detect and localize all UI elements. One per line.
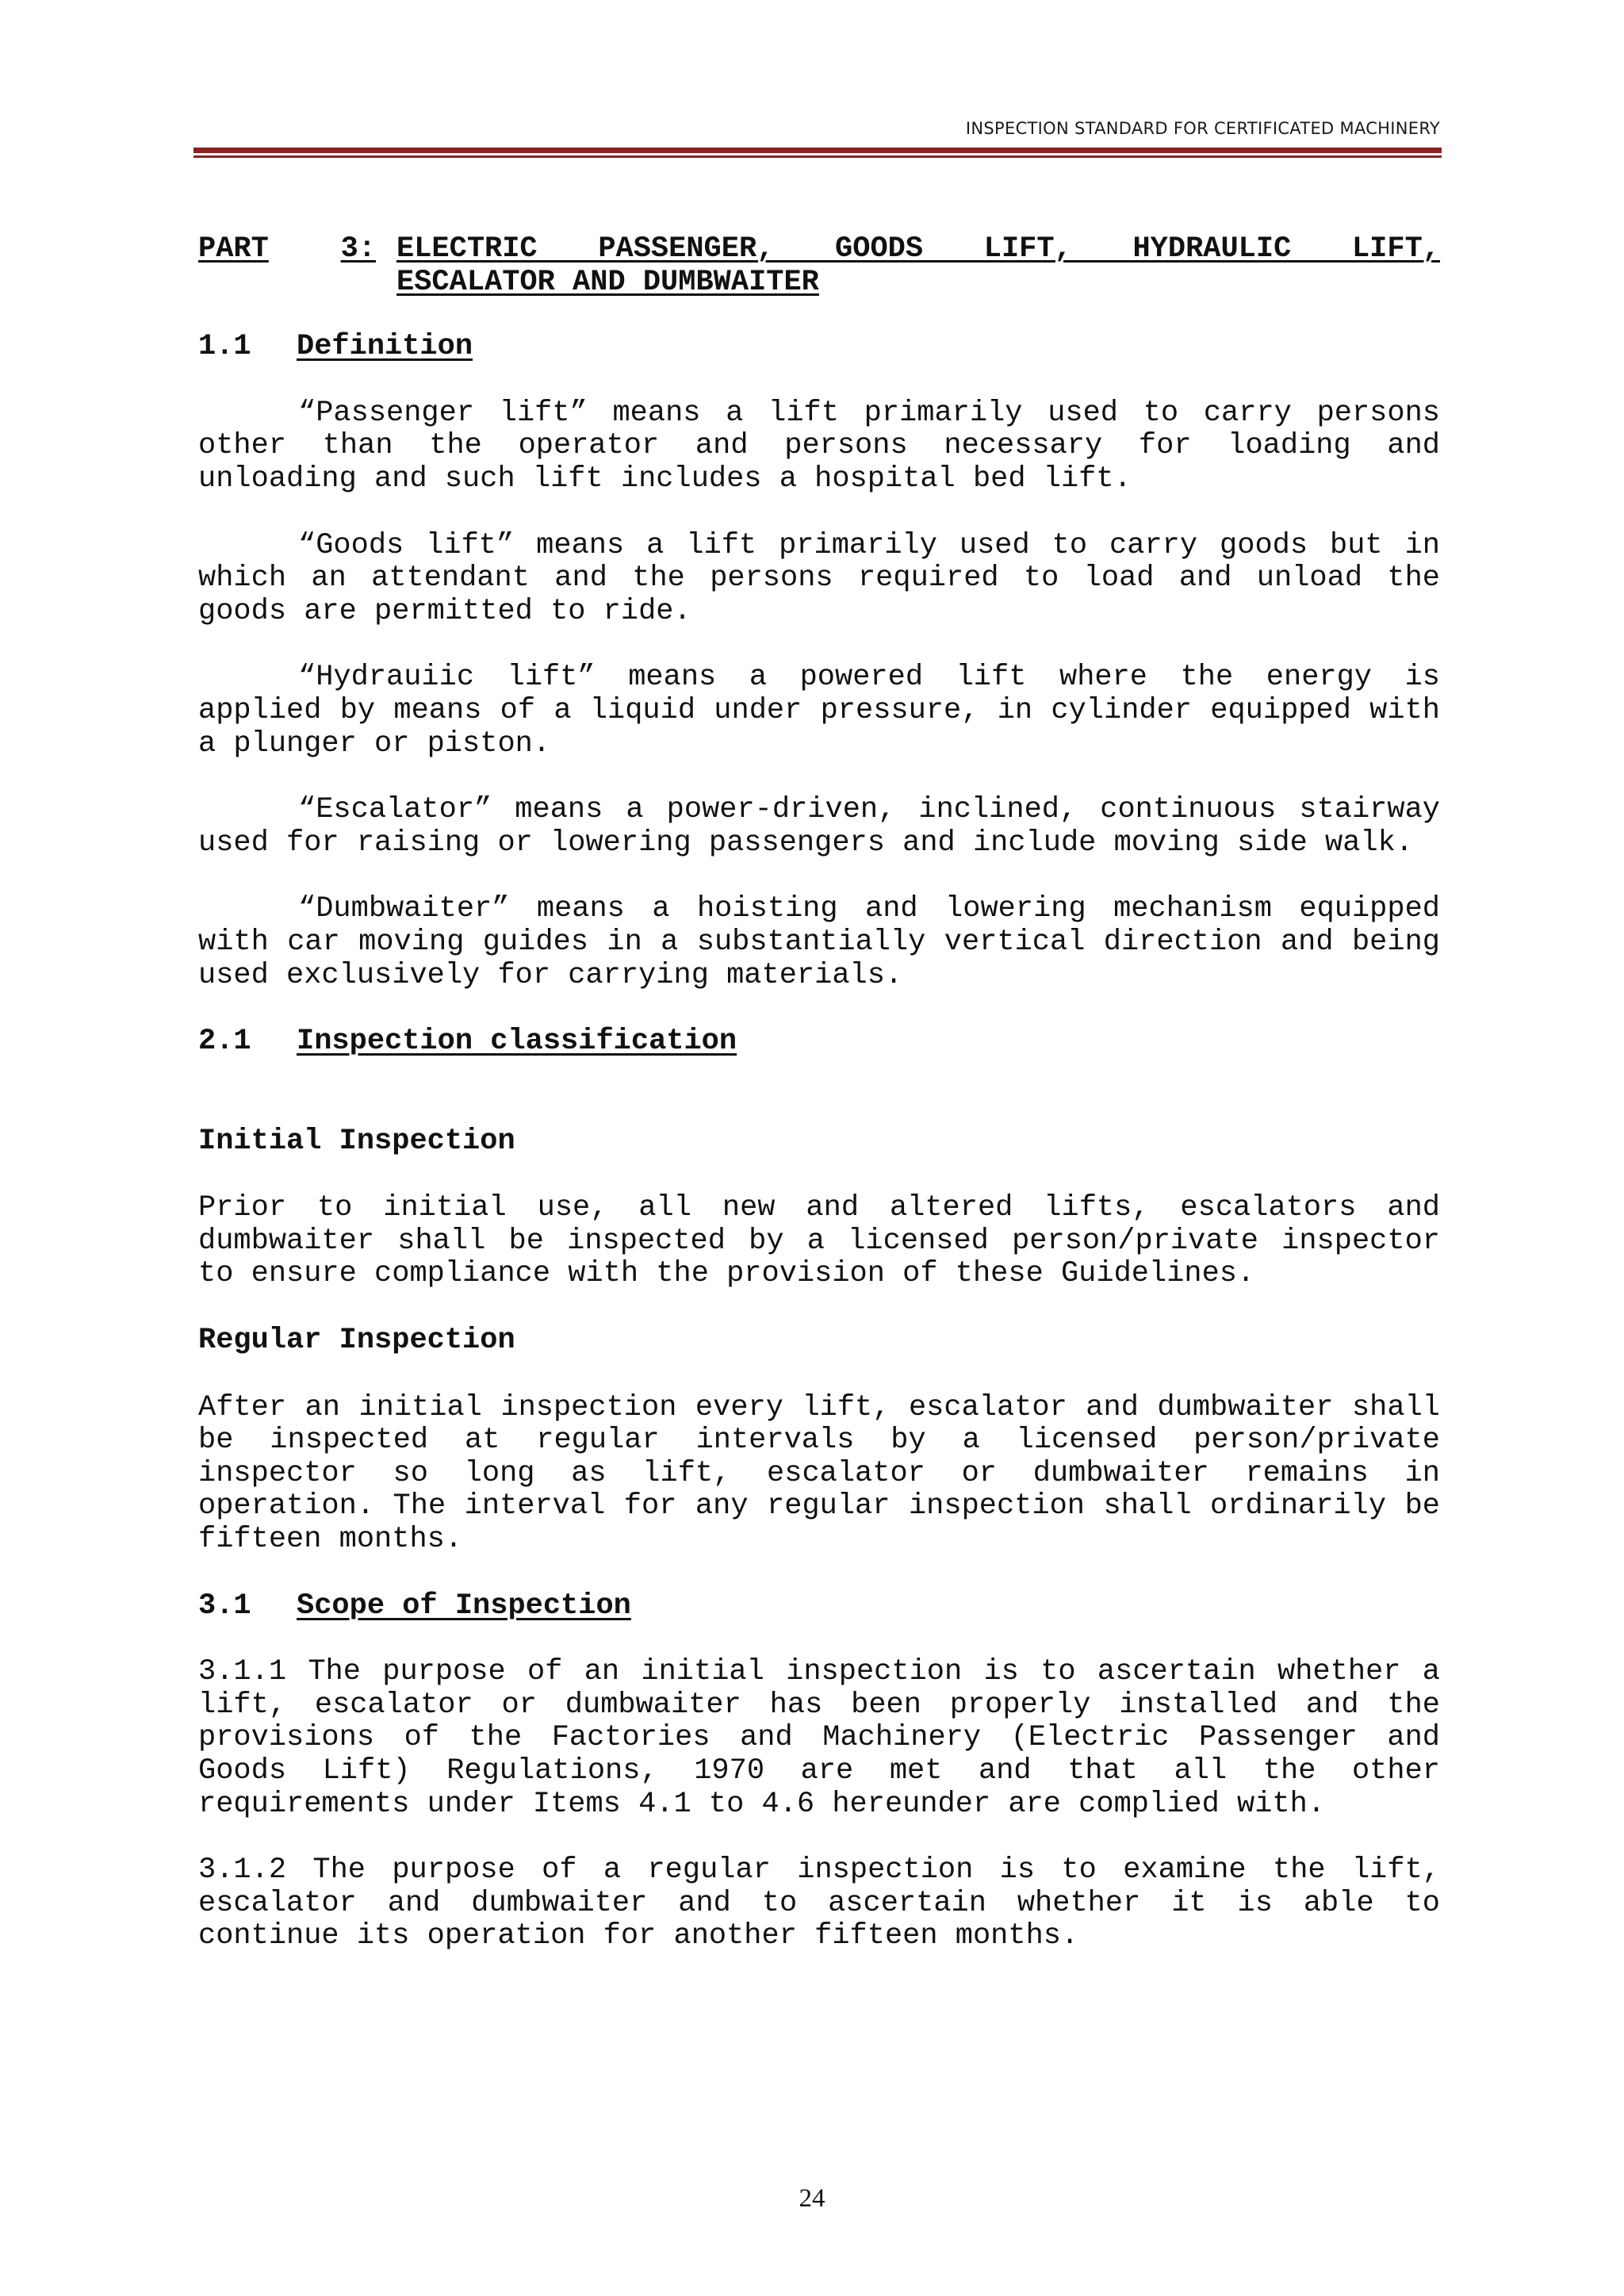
part-title-line1: ELECTRIC PASSENGER, GOODS LIFT, HYDRAULIC LIFT, bbox=[396, 232, 1440, 266]
part-label-number: 3: bbox=[340, 232, 376, 266]
part-title-text bbox=[396, 233, 1440, 299]
definition-escalator: “Escalator” means a power-driven, inclined, continuous stairway used for raising or lowering passengers and include moving side walk. bbox=[198, 793, 1440, 860]
regular-inspection-heading: Regular Inspection bbox=[198, 1324, 515, 1358]
definition-dumbwaiter: “Dumbwaiter” means a hoisting and lowering mechanism equipped with car moving guides in a substantially vertical direction and being used exclusively for carrying materials. bbox=[198, 892, 1440, 992]
section-number: 3.1 bbox=[198, 1589, 251, 1623]
section-heading-classification bbox=[198, 1025, 1440, 1059]
definition-goods-lift: “Goods lift” means a lift primarily used to carry goods but in which an attendant and the persons required to load and unload the goods are permitted to ride. bbox=[198, 528, 1440, 628]
part-title-line2: ESCALATOR AND DUMBWAITER bbox=[396, 265, 819, 299]
header-rule-thin bbox=[193, 155, 1442, 158]
definition-hydraulic-lift: “Hydrauiic lift” means a powered lift where the energy is applied by means of a liquid under pressure, in cylinder equipped with a plunger or piston. bbox=[198, 661, 1440, 761]
part-title bbox=[198, 233, 1440, 299]
section-number: 2.1 bbox=[198, 1025, 251, 1059]
section-heading-scope bbox=[198, 1590, 1440, 1623]
section-title: Scope of Inspection bbox=[297, 1589, 631, 1623]
part-label bbox=[198, 233, 396, 299]
section-heading-definition bbox=[198, 331, 1440, 364]
scope-regular-purpose: 3.1.2 The purpose of a regular inspection is to examine the lift, escalator and dumbwaiter and to ascertain whether it is able to continue its operation for another fifteen months. bbox=[198, 1853, 1440, 1953]
header-rule-thick bbox=[193, 148, 1442, 153]
definition-passenger-lift: “Passenger lift” means a lift primarily used to carry persons other than the operator and persons necessary for loading and unloading and such lift includes a hospital bed lift. bbox=[198, 396, 1440, 496]
page-number: 24 bbox=[799, 2184, 825, 2213]
section-title: Inspection classification bbox=[297, 1025, 737, 1059]
initial-inspection-heading: Initial Inspection bbox=[198, 1124, 515, 1158]
section-number: 1.1 bbox=[198, 330, 251, 364]
page-body bbox=[198, 233, 1440, 1953]
running-header: INSPECTION STANDARD FOR CERTIFICATED MACHINERY bbox=[965, 119, 1440, 138]
scope-initial-purpose: 3.1.1 The purpose of an initial inspection is to ascertain whether a lift, escalator or dumbwaiter has been properly installed and the provisions of the Factories and Machinery (Electric Passenger and Goods Lift) Regulations, 1970 are met and that all the other requirements under Items 4.1 to 4.6 hereunder are complied with. bbox=[198, 1655, 1440, 1821]
initial-inspection-text: Prior to initial use, all new and altered lifts, escalators and dumbwaiter shall be inspected by a licensed person/private inspector to ensure compliance with the provision of these Guidelines. bbox=[198, 1191, 1440, 1291]
regular-inspection-text: After an initial inspection every lift, escalator and dumbwaiter shall be inspected at regular intervals by a licensed person/private inspector so long as lift, escalator or dumbwaiter remains in operation. The interval for any regular inspection shall ordinarily be fifteen months. bbox=[198, 1390, 1440, 1557]
part-label-word: PART bbox=[198, 232, 269, 266]
section-title: Definition bbox=[297, 330, 473, 364]
